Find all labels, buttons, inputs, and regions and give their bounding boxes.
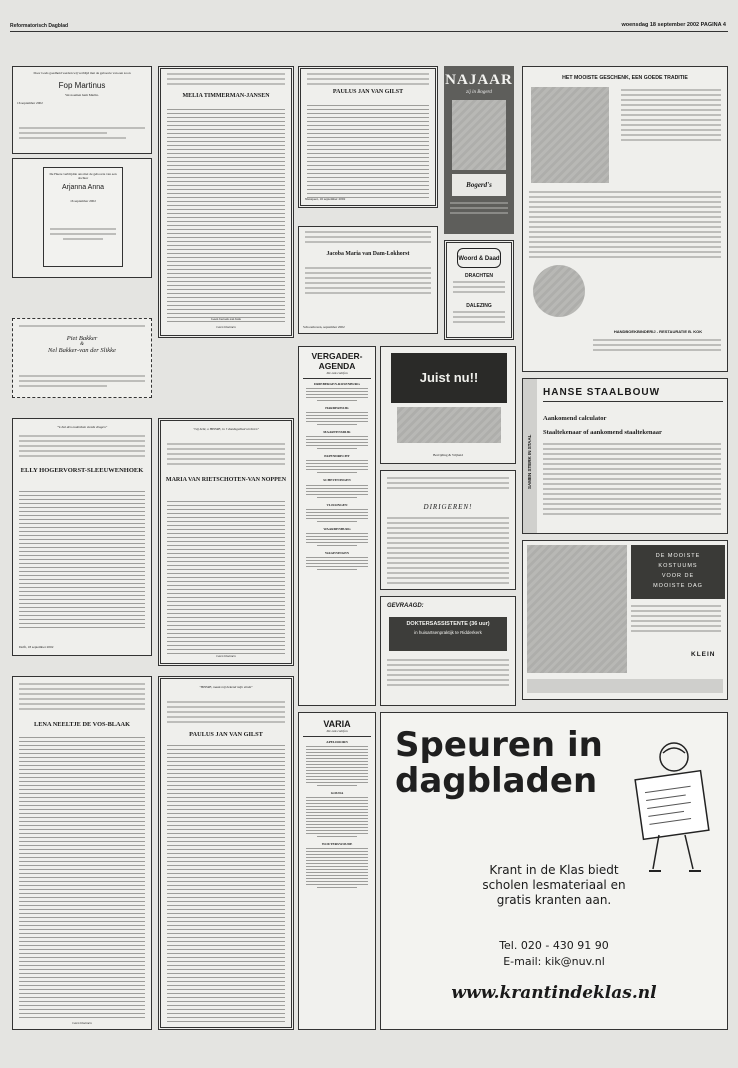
- koor-dirigent-advertisement: DIRIGEREN!: [380, 470, 516, 590]
- death-notice-de-vos: LENA NEELTJE DE VOS-BLAAK Geen bloemen: [12, 676, 152, 1030]
- speuren-body: Krant in de Klas biedt scholen lesmateriaal en gratis kranten aan.: [482, 863, 626, 907]
- agenda-entry: MAARTENSDIJK: [303, 430, 371, 449]
- hanse-staalbouw-advertisement: SAMEN STERK IN STAAL HANSE STAALBOUW Aankomend calculator Staaltekenaar of aankomend staaltekenaar: [522, 378, 728, 534]
- agenda-entry: HARDERWIJK: [303, 406, 371, 425]
- woord-en-daad-advertisement: Woord & Daad DRACHTEN DALEZING: [444, 240, 514, 340]
- bible-photo: [531, 87, 609, 183]
- kostuums-banner: DE MOOISTE KOSTUUMS VOOR DE MOOISTE DAG: [631, 545, 725, 599]
- death-notice-timmerman: MELIA TIMMERMAN-JANSEN Geen bezoek aan huis Geen bloemen: [158, 66, 294, 338]
- child-name: Arjanna Anna: [61, 184, 105, 192]
- juist-nu-banner: Juist nu!!: [391, 353, 507, 403]
- bijbels-advertisement: HET MOOISTE GESCHENK, EEN GOEDE TRADITIE HANDBOEKBINDERIJ - RESTAURATIE B. KOK: [522, 66, 728, 372]
- krant-in-de-klas-advertisement: [380, 712, 728, 1030]
- stamp-logo: [533, 265, 585, 317]
- vergader-agenda: VERGADER-AGENDA Zie ook colofon DRIEBERGEN-RIJSENBURG HARDERWIJK MAARTENSDIJK PAPENDRECHT SCHEVENINGEN VLISSINGEN WAARDENBURG WAGENINGEN: [298, 346, 376, 706]
- agenda-title: VERGADER-AGENDA: [311, 351, 363, 371]
- birth-notice-martin: Door Gods goedheid werden wij verblijd met de geboorte van een zoon Fop Martinus We noemen hem Martin. 16 september 2002: [12, 66, 152, 154]
- woord-en-daad-logo: Woord & Daad: [457, 248, 501, 268]
- paper-name: Reformatorisch Dagblad: [10, 23, 69, 29]
- agenda-entry: SCHEVENINGEN: [303, 478, 371, 497]
- child-name: Fop Martinus: [58, 81, 106, 91]
- header-rule: [10, 31, 728, 32]
- agenda-entry: DRIEBERGEN-RIJSENBURG: [303, 382, 371, 401]
- najaar-advertisement: NAJAAR zij in Bogerd Bogerd's: [444, 66, 514, 234]
- agenda-entry: APELDOORN: [303, 740, 371, 786]
- speuren-title-line1: Speuren in: [395, 725, 603, 765]
- death-notice-van-gilst-2: "HEERE, maak mij bekend mijn einde" PAULUS JAN VAN GILST: [158, 676, 294, 1030]
- speuren-url[interactable]: www.krantindeklas.nl: [451, 983, 657, 1003]
- birth-notice-arjanna: De Heere verblijdde ons met de geboorte van een dochter Arjanna Anna 16 september 2002: [12, 158, 152, 278]
- agenda-entry: PAPENDRECHT: [303, 454, 371, 473]
- death-notice-hogervorst: "'k Zal den ouderdom steeds dragen" ELLY HOGERVORST-SLEEUWENHOEK Delft, 18 september 2002: [12, 418, 152, 656]
- agenda-entry: WAARDENBURG: [303, 527, 371, 546]
- figure-image: [397, 407, 501, 443]
- newspaper-reader-illustration: [619, 731, 719, 881]
- klein-logo: KLEIN: [691, 651, 716, 658]
- agenda-entry: WOUTERSWOUDE: [303, 842, 371, 888]
- thanks-notice-van-dam: Jacoba Maria van Dam-Lokhorst Schoonhoven, september 2002: [298, 226, 438, 334]
- juist-nu-advertisement: Juist nu!! Bevrijding & Vrijheid: [380, 346, 516, 464]
- hanse-logo: HANSE STAALBOUW: [543, 387, 661, 398]
- book-cover-image: [452, 100, 506, 170]
- vacancy-banner: DOKTERSASSISTENTE (36 uur) in huisartsenpraktijk te Ridderkerk: [389, 617, 507, 651]
- death-notice-van-gilst-1: PAULUS JAN VAN GILST Nunspeet, 16 september 2002: [298, 66, 438, 208]
- klein-kostuums-advertisement: [522, 540, 728, 700]
- agenda-entry: WAGENINGEN: [303, 551, 371, 570]
- date-page-label: woensdag 18 september 2002 PAGINA 4: [621, 22, 726, 28]
- doktersassistente-advertisement: GEVRAAGD: DOKTERSASSISTENTE (36 uur) in huisartsenpraktijk te Ridderkerk: [380, 596, 516, 706]
- varia-title: VARIA: [323, 719, 351, 729]
- speuren-title-line2: dagbladen: [395, 761, 598, 801]
- speuren-email: E-mail: kik@nuv.nl: [503, 955, 605, 968]
- agenda-entry: GOUDA: [303, 791, 371, 837]
- varia: VARIA Zie ook colofon APELDOORN GOUDA WOUTERSWOUDE: [298, 712, 376, 1030]
- anniversary-notice-bakker: Piet Bakker & Nel Bakker-van der Slikke: [12, 318, 152, 398]
- death-notice-van-rietschoten: "Gij hebt, o HEERE, in 't doodsgebied verloren" MARIA VAN RIETSCHOTEN-VAN NOPPEN Geen bloemen: [158, 418, 294, 666]
- agenda-entry: VLISSINGEN: [303, 503, 371, 522]
- speuren-tel: Tel. 020 - 430 91 90: [499, 939, 609, 952]
- bride-groom-photo: [527, 545, 627, 673]
